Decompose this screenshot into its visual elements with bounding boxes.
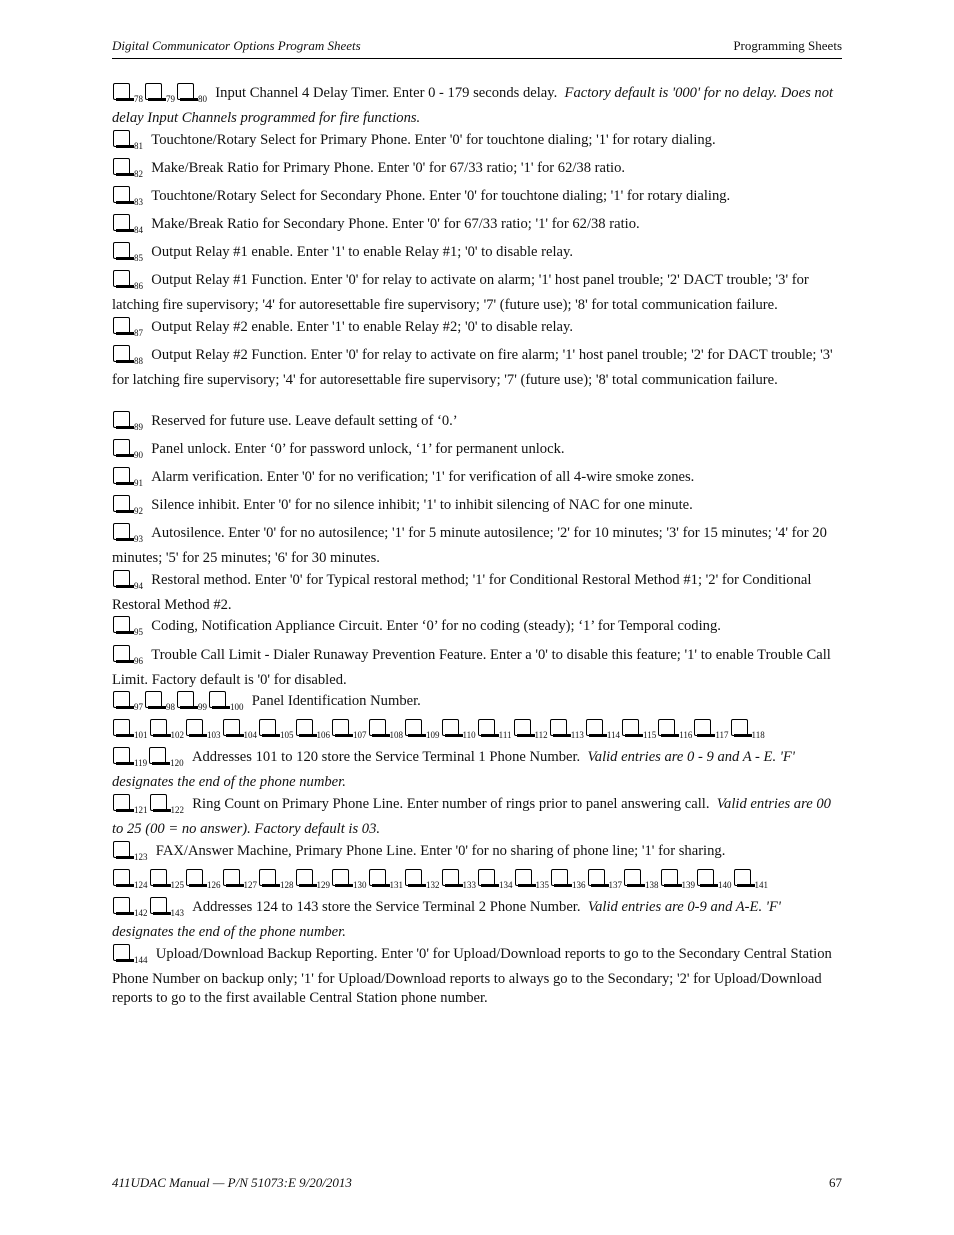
entry-checkbox[interactable] (185, 868, 207, 887)
address-number: 120 (170, 758, 184, 768)
entry-checkbox[interactable] (514, 868, 536, 887)
entry-description: Silence inhibit. Enter '0' for no silence inhibit; '1' to inhibit silencing of NAC for one minute. (151, 497, 693, 513)
entry-checkbox[interactable] (112, 690, 134, 709)
program-entry (112, 569, 842, 615)
entry-checkbox[interactable] (149, 793, 171, 812)
entry-checkbox[interactable] (176, 690, 198, 709)
entry-checkbox[interactable] (657, 718, 679, 737)
address-number: 128 (280, 880, 294, 890)
entry-checkbox[interactable] (112, 896, 134, 915)
entry-checkbox[interactable] (368, 718, 390, 737)
entry-checkbox[interactable] (112, 82, 134, 101)
address-number: 78 (134, 94, 143, 104)
entry-description: Output Relay #1 Function. Enter '0' for relay to activate on alarm; '1' host panel trouble; '2' DACT trouble; '3' for latching fire supervisory; '4' for autoresettable fire supervisory; '7' (future use); '8' for total communication failure. (112, 272, 809, 313)
header-section-title: Digital Communicator Options Program Sheets (112, 38, 361, 53)
entry-checkbox[interactable] (149, 718, 171, 737)
address-number: 135 (535, 880, 549, 890)
entry-checkbox[interactable] (660, 868, 682, 887)
entry-checkbox[interactable] (693, 718, 715, 737)
entry-note: Valid entries are 0-9 and A-E. 'F' designates the end of the phone number. (112, 899, 781, 940)
entry-note: Valid entries are 0 - 9 and A - E. 'F' designates the end of the phone number. (112, 749, 795, 790)
program-entry (112, 129, 842, 156)
entry-checkbox[interactable] (112, 615, 134, 634)
program-entry (112, 410, 842, 437)
address-number: 137 (608, 880, 622, 890)
program-entry (112, 269, 842, 315)
entry-description: Alarm verification. Enter '0' for no verification; '1' for verification of all 4-wire smoke zones. (151, 469, 695, 485)
program-entry (112, 344, 842, 390)
address-number: 95 (134, 627, 143, 637)
entry-checkbox[interactable] (176, 82, 198, 101)
address-number: 139 (681, 880, 695, 890)
program-entry (112, 438, 842, 465)
address-number: 143 (170, 908, 184, 918)
entry-checkbox[interactable] (112, 793, 134, 812)
entry-description: Upload/Download Backup Reporting. Enter '0' for Upload/Download reports to go to the Secondary Central Station Phone Number on backup only; '1' for Upload/Download reports to always go to the Secondary; '2' for Upload/Download reports to go to the first available Central Station phone number. (112, 946, 832, 1006)
entry-description: Ring Count on Primary Phone Line. Enter number of rings prior to panel answering call. (192, 796, 710, 812)
address-number: 126 (207, 880, 221, 890)
address-number: 136 (572, 880, 586, 890)
entry-checkbox[interactable] (331, 718, 353, 737)
entry-description: Input Channel 4 Delay Timer. Enter 0 - 179 seconds delay. (215, 85, 558, 101)
program-entry (112, 494, 842, 521)
entry-checkbox[interactable] (404, 718, 426, 737)
entry-description: Output Relay #2 enable. Enter '1' to enable Relay #2; '0' to disable relay. (151, 319, 574, 335)
address-number: 111 (498, 730, 512, 740)
address-number: 130 (353, 880, 367, 890)
program-entry (112, 943, 842, 1008)
address-number: 103 (207, 730, 221, 740)
entry-description: Touchtone/Rotary Select for Primary Phone. Enter '0' for touchtone dialing; '1' for rotary dialing. (151, 132, 716, 148)
entry-checkbox[interactable] (112, 868, 134, 887)
entry-checkbox[interactable] (148, 746, 170, 765)
entry-checkbox[interactable] (733, 868, 755, 887)
entry-checkbox[interactable] (112, 157, 134, 176)
address-number: 99 (198, 702, 207, 712)
entry-checkbox[interactable] (144, 690, 166, 709)
entry-description: Trouble Call Limit - Dialer Runaway Prevention Feature. Enter a '0' to disable this feature; '1' to enable Trouble Call Limit. Factory default is '0' for disabled. (112, 647, 831, 688)
address-number: 81 (134, 141, 143, 151)
address-number: 104 (243, 730, 257, 740)
entry-checkbox[interactable] (696, 868, 718, 887)
entry-checkbox[interactable] (112, 410, 134, 429)
entry-checkbox[interactable] (404, 868, 426, 887)
entry-checkbox[interactable] (477, 718, 499, 737)
program-entry (112, 644, 842, 690)
address-number: 101 (134, 730, 148, 740)
program-entry (112, 793, 842, 839)
entry-description: Panel Identification Number. (251, 693, 421, 709)
entry-checkbox[interactable] (112, 213, 134, 232)
program-entry (112, 241, 842, 268)
address-number: 107 (353, 730, 367, 740)
entry-checkbox[interactable] (222, 718, 244, 737)
address-number: 140 (718, 880, 732, 890)
program-entry (112, 840, 842, 867)
entry-checkbox[interactable] (112, 316, 134, 335)
header-chapter-title: Programming Sheets (733, 38, 842, 53)
entry-checkbox[interactable] (112, 185, 134, 204)
address-number: 116 (679, 730, 693, 740)
address-number: 100 (230, 702, 244, 712)
program-entry (112, 185, 842, 212)
program-entry (112, 316, 842, 343)
program-entry (112, 896, 842, 942)
address-number: 90 (134, 450, 143, 460)
entry-description: Output Relay #2 Function. Enter '0' for relay to activate on fire alarm; '1' host panel trouble; '2' for DACT trouble; '3' for latching fire supervisory; '4' for autoresettable fire supervisory; '7' (future use); '8' total communication failure. (112, 347, 833, 388)
address-number: 142 (134, 908, 148, 918)
entry-description: Panel unlock. Enter ‘0’ for password unlock, ‘1’ for permanent unlock. (151, 441, 565, 457)
entry-description: Make/Break Ratio for Primary Phone. Enter '0' for 67/33 ratio; '1' for 62/38 ratio. (151, 160, 626, 176)
entry-checkbox[interactable] (112, 746, 134, 765)
entry-checkbox[interactable] (549, 718, 571, 737)
address-number: 119 (134, 758, 148, 768)
address-number: 79 (166, 94, 175, 104)
address-number: 94 (134, 581, 143, 591)
program-entry (112, 615, 842, 642)
entry-description: Autosilence. Enter '0' for no autosilence; '1' for 5 minute autosilence; '2' for 10 minutes; '3' for 15 minutes; '4' for 20 minutes; '5' for 25 minutes; '6' for 30 minutes. (112, 525, 827, 566)
address-number: 122 (170, 805, 184, 815)
address-number: 115 (643, 730, 657, 740)
address-number: 129 (316, 880, 330, 890)
address-number: 109 (426, 730, 440, 740)
address-number: 110 (462, 730, 476, 740)
address-number: 84 (134, 225, 143, 235)
entry-description: Coding, Notification Appliance Circuit. Enter ‘0’ for no coding (steady); ‘1’ for Temporal coding. (151, 618, 721, 634)
address-number: 138 (645, 880, 659, 890)
entry-checkbox[interactable] (222, 868, 244, 887)
entry-checkbox[interactable] (112, 569, 134, 588)
footer-document-id: 411UDAC Manual — P/N 51073:E 9/20/2013 (112, 1175, 352, 1190)
entry-description: Addresses 101 to 120 store the Service Terminal 1 Phone Number. (191, 749, 581, 765)
page-footer (112, 1175, 842, 1191)
address-number: 123 (134, 852, 148, 862)
entry-description: Addresses 124 to 143 store the Service Terminal 2 Phone Number. (192, 899, 581, 915)
address-number: 133 (462, 880, 476, 890)
address-number: 124 (134, 880, 148, 890)
address-number: 82 (134, 169, 143, 179)
address-number: 105 (280, 730, 294, 740)
address-number: 134 (499, 880, 513, 890)
address-number: 89 (134, 422, 143, 432)
address-number: 144 (134, 955, 148, 965)
address-number: 80 (198, 94, 207, 104)
entry-checkbox[interactable] (513, 718, 535, 737)
entry-checkbox[interactable] (550, 868, 572, 887)
program-entry (112, 157, 842, 184)
program-entry (112, 690, 842, 717)
entry-checkbox[interactable] (185, 718, 207, 737)
address-number: 118 (751, 730, 765, 740)
address-number: 132 (426, 880, 440, 890)
entry-checkbox[interactable] (112, 129, 134, 148)
address-number: 93 (134, 534, 143, 544)
address-number: 92 (134, 506, 143, 516)
entry-checkbox[interactable] (149, 868, 171, 887)
entry-description: Restoral method. Enter '0' for Typical restoral method; '1' for Conditional Restoral Method #1; '2' for Conditional Restoral Method #2. (112, 572, 812, 613)
entry-checkbox[interactable] (441, 868, 463, 887)
address-number: 87 (134, 328, 143, 338)
entry-description: Output Relay #1 enable. Enter '1' to enable Relay #1; '0' to disable relay. (151, 244, 574, 260)
entry-checkbox[interactable] (112, 522, 134, 541)
entry-checkbox[interactable] (295, 868, 317, 887)
entry-checkbox[interactable] (621, 718, 643, 737)
address-number: 127 (243, 880, 257, 890)
entry-description: Reserved for future use. Leave default setting of ‘0.’ (151, 413, 458, 429)
program-entry (112, 466, 842, 493)
entry-description: Make/Break Ratio for Secondary Phone. Enter '0' for 67/33 ratio; '1' for 62/38 ratio. (151, 216, 640, 232)
entry-checkbox[interactable] (368, 868, 390, 887)
entry-checkbox[interactable] (112, 269, 134, 288)
entry-description: Touchtone/Rotary Select for Secondary Phone. Enter '0' for touchtone dialing; '1' for rotary dialing. (151, 188, 731, 204)
entry-checkbox[interactable] (623, 868, 645, 887)
address-number: 86 (134, 281, 143, 291)
entry-description: FAX/Answer Machine, Primary Phone Line. Enter '0' for no sharing of phone line; '1' for sharing. (155, 843, 726, 859)
entry-checkbox[interactable] (112, 494, 134, 513)
address-number: 131 (389, 880, 403, 890)
address-number: 112 (534, 730, 548, 740)
entry-checkbox[interactable] (112, 943, 134, 962)
program-entry (112, 718, 842, 745)
entry-checkbox[interactable] (144, 82, 166, 101)
entry-checkbox[interactable] (112, 644, 134, 663)
address-number: 91 (134, 478, 143, 488)
program-entry (112, 868, 842, 895)
address-number: 121 (134, 805, 148, 815)
entry-checkbox[interactable] (112, 241, 134, 260)
entry-checkbox[interactable] (258, 718, 280, 737)
program-entry (112, 213, 842, 240)
program-entry (112, 746, 842, 792)
program-entry (112, 522, 842, 568)
address-number: 88 (134, 356, 143, 366)
address-number: 113 (570, 730, 584, 740)
entry-checkbox[interactable] (112, 840, 134, 859)
entry-checkbox[interactable] (295, 718, 317, 737)
address-number: 85 (134, 253, 143, 263)
address-number: 125 (170, 880, 184, 890)
entry-checkbox[interactable] (112, 718, 134, 737)
entry-checkbox[interactable] (585, 718, 607, 737)
entry-checkbox[interactable] (331, 868, 353, 887)
entry-checkbox[interactable] (112, 344, 134, 363)
address-number: 83 (134, 197, 143, 207)
entry-note: Factory default is '000' for no delay. Does not delay Input Channels programmed for fire functions. (112, 85, 834, 126)
entry-checkbox[interactable] (112, 438, 134, 457)
address-number: 97 (134, 702, 143, 712)
page-header (112, 38, 842, 54)
address-number: 117 (715, 730, 729, 740)
program-entry (112, 82, 842, 128)
header-rule (112, 58, 842, 59)
entry-checkbox[interactable] (587, 868, 609, 887)
entry-checkbox[interactable] (112, 466, 134, 485)
address-number: 102 (170, 730, 184, 740)
address-number: 108 (389, 730, 403, 740)
address-number: 96 (134, 656, 143, 666)
entry-checkbox[interactable] (477, 868, 499, 887)
address-number: 141 (754, 880, 768, 890)
entry-checkbox[interactable] (258, 868, 280, 887)
entry-checkbox[interactable] (149, 896, 171, 915)
address-number: 98 (166, 702, 175, 712)
entry-checkbox[interactable] (730, 718, 752, 737)
address-number: 106 (316, 730, 330, 740)
entry-checkbox[interactable] (208, 690, 230, 709)
entry-note: Valid entries are 00 to 25 (00 = no answer). Factory default is 03. (112, 796, 831, 837)
address-number: 114 (606, 730, 621, 740)
entry-checkbox[interactable] (441, 718, 463, 737)
page-number: 67 (829, 1175, 842, 1190)
